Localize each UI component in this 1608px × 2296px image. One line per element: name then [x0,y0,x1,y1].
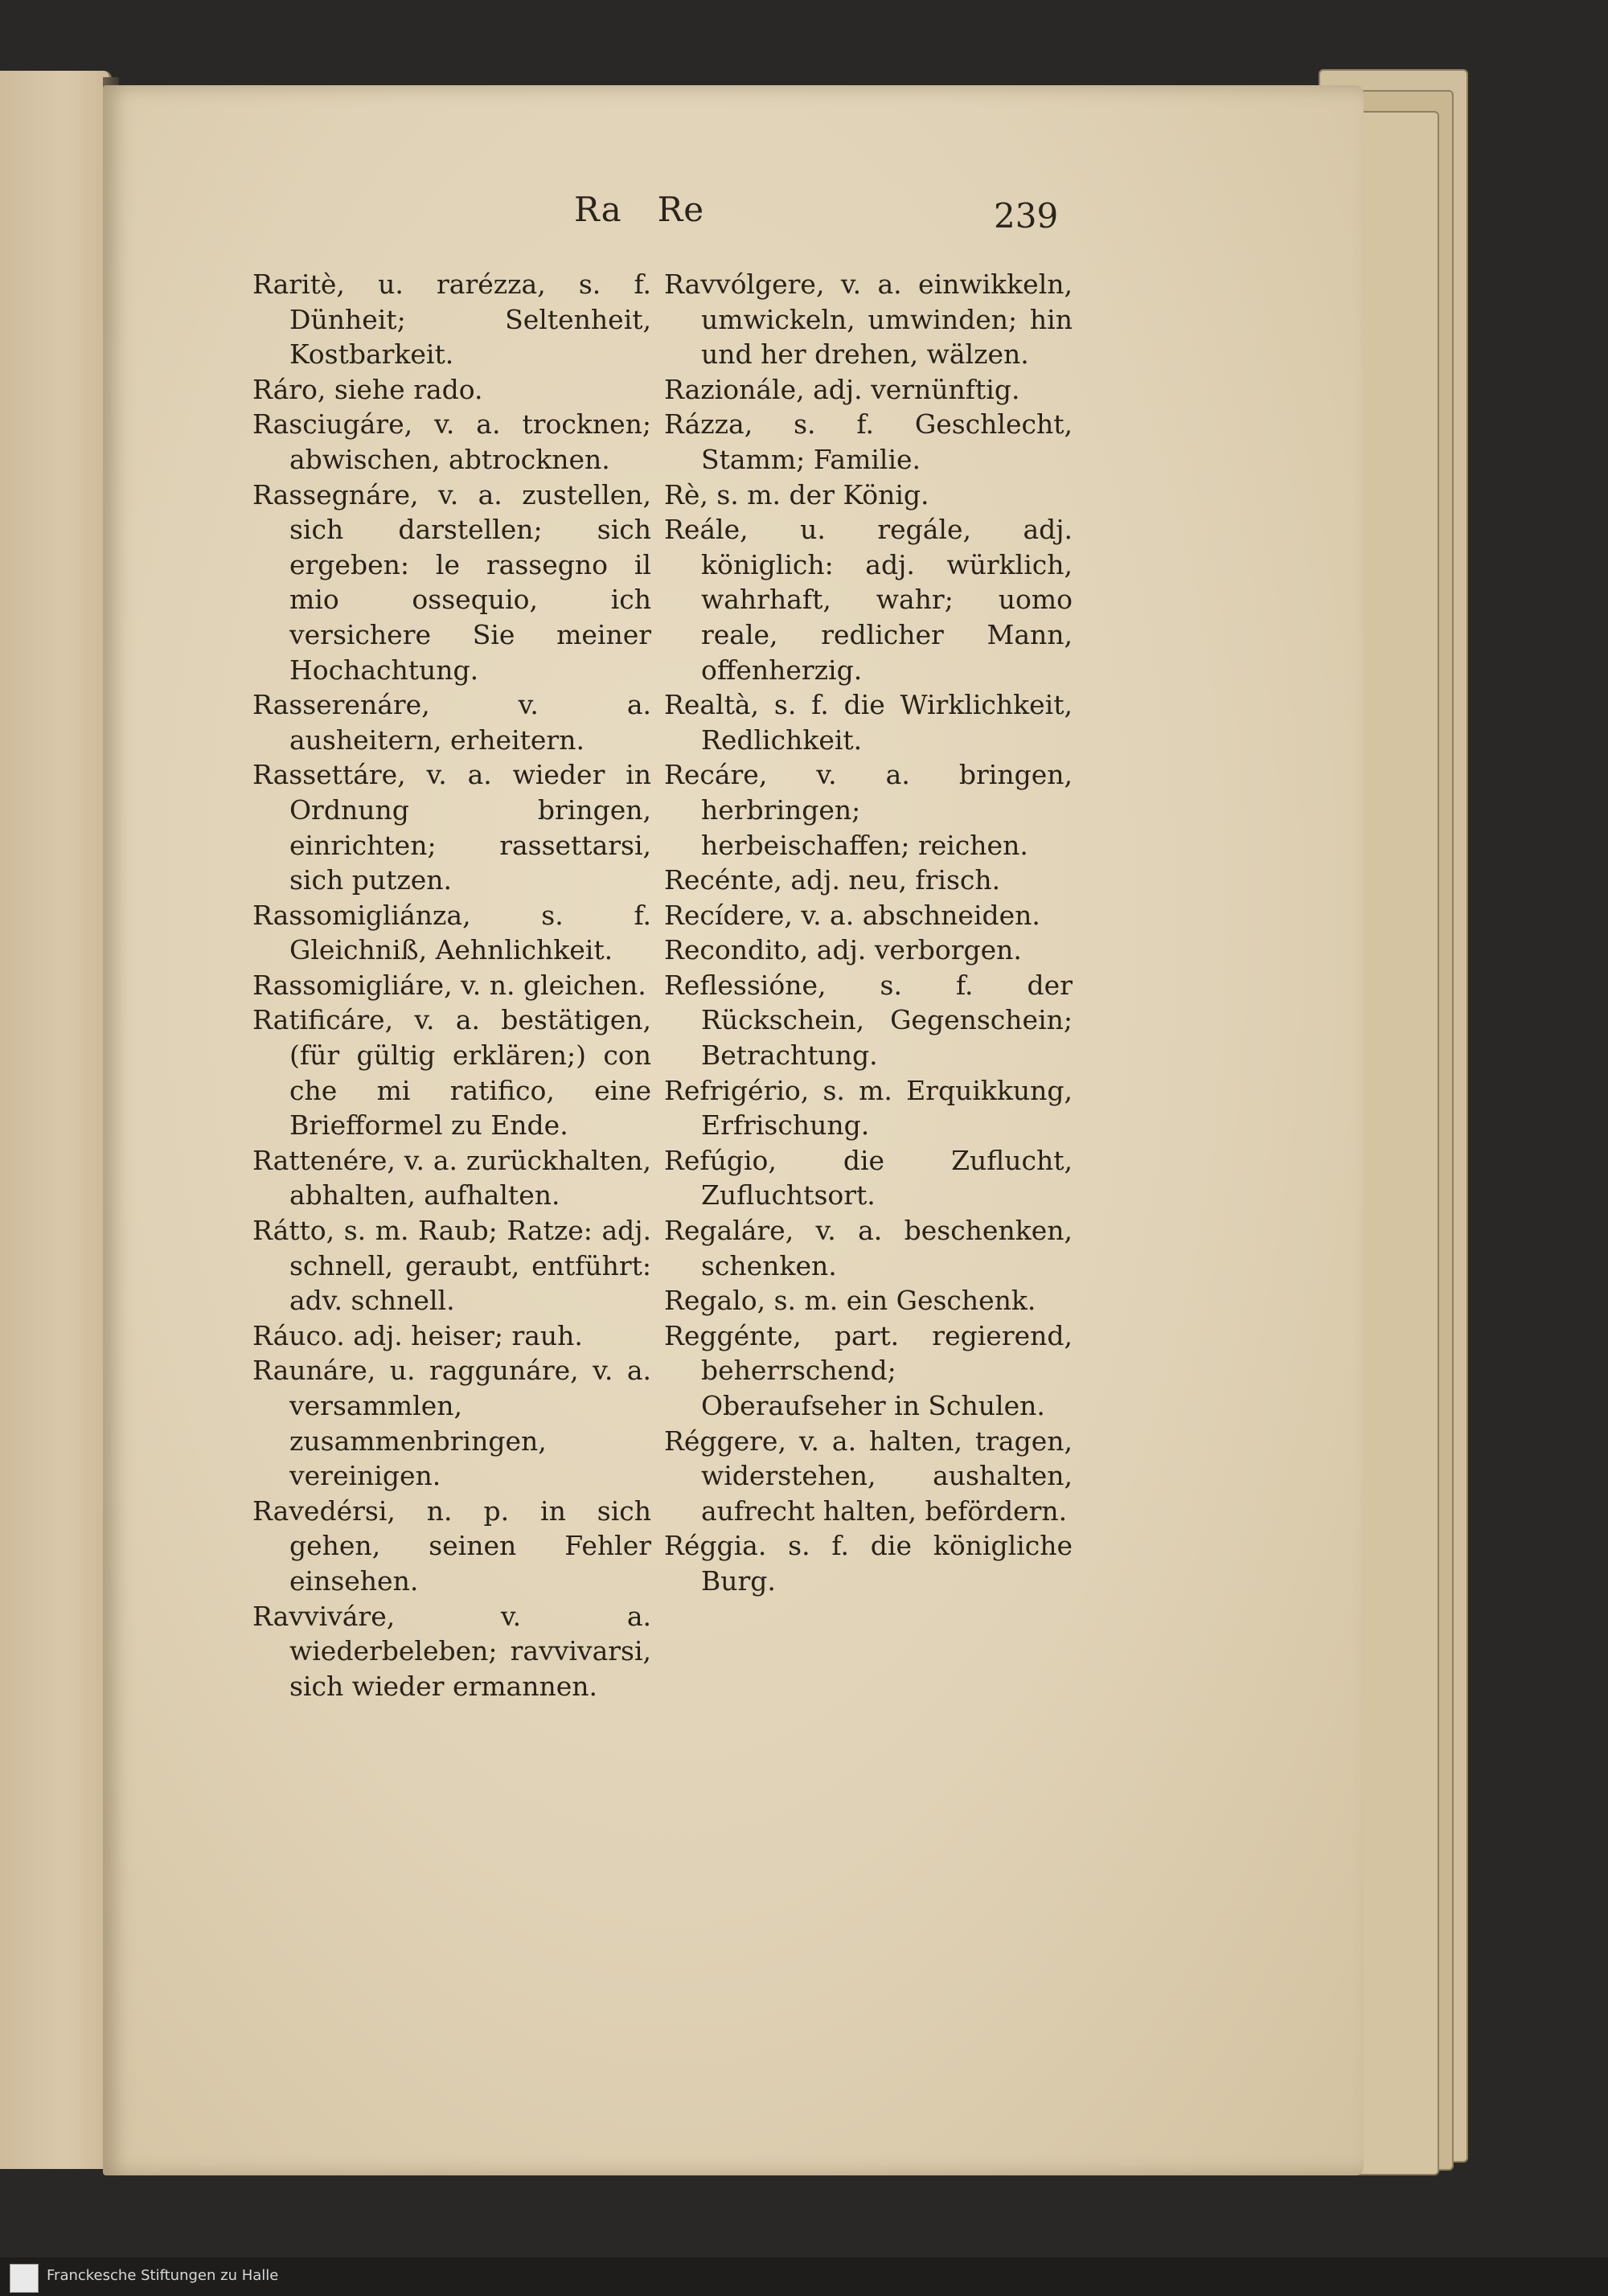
footer-credit: Franckesche Stiftungen zu Halle [47,2267,279,2284]
dictionary-entry: Rassomigliáre, v. n. gleichen. [252,969,646,1001]
previous-page-edge [0,71,112,2169]
dictionary-entry: Recáre, v. a. bringen, herbringen; herbeischaffen; reichen. [664,759,1073,861]
dictionary-entry: Ráuco. adj. heiser; rauh. [252,1319,583,1351]
dictionary-entry: Rátto, s. m. Raub; Ratze: adj. schnell, geraubt, entführt: adv. schnell. [252,1215,651,1317]
dictionary-entry: Rasserenáre, v. a. ausheitern, erheitern. [252,689,651,756]
dictionary-entry: Reggénte, part. regierend, beherrschend; Oberaufseher in Schulen. [664,1319,1073,1421]
running-head [574,190,740,229]
dictionary-entry: Ratificáre, v. a. bestätigen, (für gültig erklären;) con che mi ratifico, eine Briefformel zu Ende. [252,1004,651,1142]
dictionary-entry: Reflessióne, s. f. der Rückschein, Gegenschein; Betrachtung. [664,969,1073,1072]
dictionary-entry: Ravvólgere, v. a. einwikkeln, umwickeln, umwinden; hin und her drehen, wälzen. [664,269,1073,371]
dictionary-entry: Refúgio, die Zuflucht, Zufluchtsort. [664,1144,1073,1212]
dictionary-entry: Rè, s. m. der König. [664,478,929,510]
dictionary-column-left [252,267,651,1704]
dictionary-entry: Recídere, v. a. abschneiden. [664,899,1040,931]
dictionary-entry: Rasciugáre, v. a. trocknen; abwischen, abtrocknen. [252,408,651,475]
dictionary-entry: Raritè, u. rarézza, s. f. Dünheit; Seltenheit, Kostbarkeit. [252,269,651,371]
institution-logo-icon [10,2264,39,2293]
dictionary-entry: Réggere, v. a. halten, tragen, widerstehen, aushalten, aufrecht halten, befördern. [664,1425,1073,1527]
dictionary-entry: Rázza, s. f. Geschlecht, Stamm; Familie. [664,408,1073,475]
dictionary-entry: Ráro, siehe rado. [252,373,483,405]
footer-bar [0,2257,1608,2296]
dictionary-entry: Recondito, adj. verborgen. [664,934,1022,966]
dictionary-entry: Refrigério, s. m. Erquikkung, Erfrischung. [664,1074,1073,1142]
dictionary-entry: Rassomigliánza, s. f. Gleichniß, Aehnlichkeit. [252,899,651,966]
dictionary-entry: Regaláre, v. a. beschenken, schenken. [664,1215,1073,1281]
dictionary-entry: Realtà, s. f. die Wirklichkeit, Redlichkeit. [664,689,1073,756]
dictionary-entry: Reále, u. regále, adj. königlich: adj. würklich, wahrhaft, wahr; uomo reale, redlicher Mann, offenherzig. [664,514,1073,686]
dictionary-entry: Recénte, adj. neu, frisch. [664,864,1001,896]
dictionary-entry: Ravedérsi, n. p. in sich gehen, seinen Fehler einsehen. [252,1494,651,1597]
dictionary-column-right [664,267,1073,1599]
dictionary-entry: Raunáre, u. raggunáre, v. a. versammlen, zusammenbringen, vereinigen. [252,1355,651,1492]
dictionary-entry: Rattenére, v. a. zurückhalten, abhalten, aufhalten. [252,1144,651,1212]
page-number: 239 [994,196,1059,236]
dictionary-entry: Ravviváre, v. a. wiederbeleben; ravvivarsi, sich wieder ermannen. [252,1600,651,1702]
dictionary-entry: Rassegnáre, v. a. zustellen, sich darstellen; sich ergeben: le rassegno il mio ossequio, ich versichere Sie meiner Hochachtung. [252,478,651,686]
dictionary-entry: Rassettáre, v. a. wieder in Ordnung bringen, einrichten; rassettarsi, sich putzen. [252,759,651,896]
dictionary-entry: Regalo, s. m. ein Geschenk. [664,1285,1036,1317]
running-head-right: Re [657,190,705,229]
dictionary-entry: Réggia. s. f. die königliche Burg. [664,1530,1073,1597]
dictionary-entry: Razionále, adj. vernünftig. [664,373,1020,405]
running-head-left: Ra [574,190,622,229]
